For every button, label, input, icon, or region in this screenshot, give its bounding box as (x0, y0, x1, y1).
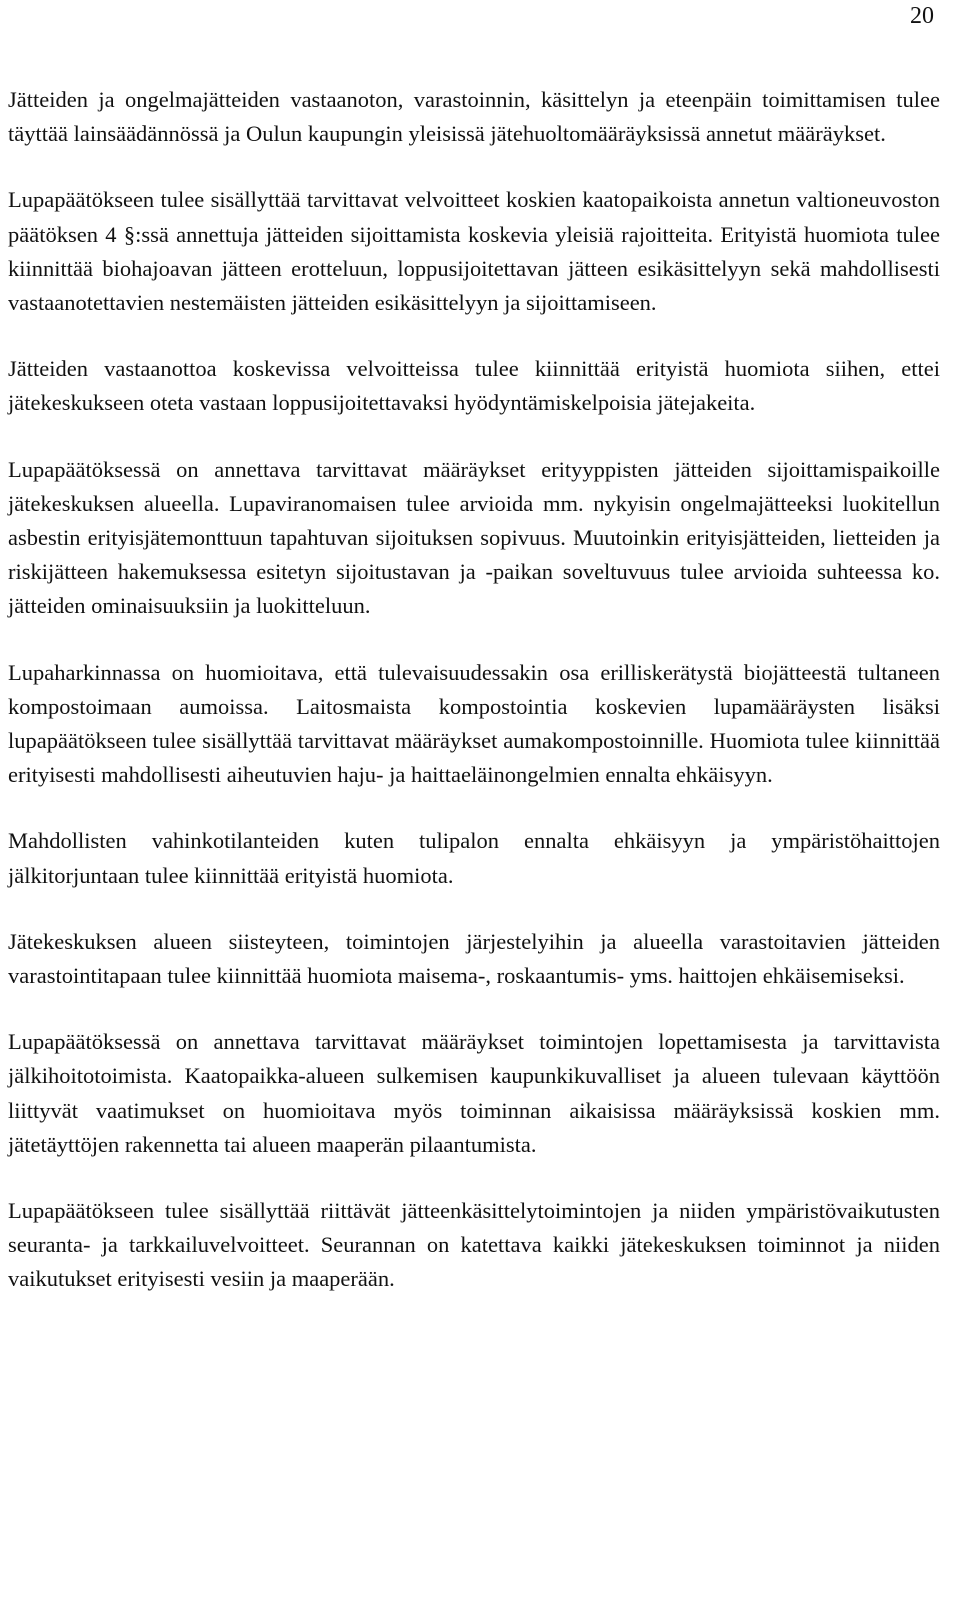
paragraph-reception-obligations: Jätteiden vastaanottoa koskevissa velvoitteissa tulee kiinnittää erityistä huomiota siihen, ettei jätekeskukseen oteta vastaan loppusijoitettavaksi hyödyntämiskelpoisia jätejakeita. (8, 356, 940, 416)
paragraph-monitoring: Lupapäätökseen tulee sisällyttää riittävät jätteenkäsittelytoimintojen ja niiden ympäristövaikutusten seuranta- ja tarkkailuvelvoitteet. Seurannan on katettava kaikki jätekeskuksen toiminnot ja niiden vaikutukset erityisesti vesiin ja maaperään. (8, 1198, 940, 1292)
paragraph-site-tidiness: Jätekeskuksen alueen siisteyteen, toimintojen järjestelyihin ja alueella varastoitavien jätteiden varastointitapaan tulee kiinnittää huomiota maisema-, roskaantumis- yms. haittojen ehkäisemiseksi. (8, 928, 940, 989)
page-number: 20 (910, 3, 934, 29)
paragraph-permit-obligations: Lupapäätökseen tulee sisällyttää tarvittavat velvoitteet koskien kaatopaikoista annetun valtioneuvoston päätöksen 4 §:ssä annettuja jätteiden sijoittamista koskevia yleisiä rajoitteita. Erityistä huomiota tulee kiinnittää biohajoavan jätteen erotteluun, loppusijoitettavan jätteen esikäsittelyyn sekä mahdollisesti vastaanotettavien nestemäisten jätteiden esikäsittelyyn ja sijoittamiseen. (8, 187, 940, 316)
document-body (8, 83, 940, 1329)
paragraph-waste-reception: Jätteiden ja ongelmajätteiden vastaanoton, varastoinnin, käsittelyn ja eteenpäin toimittamisen tulee täyttää lainsäädännössä ja Oulun kaupungin yleisissä jätehuoltomääräyksissä annetut määräykset. (8, 87, 940, 147)
paragraph-composting: Lupaharkinnassa on huomioitava, että tulevaisuudessakin osa erilliskerätystä biojätteestä tultaneen kompostoimaan aumoissa. Laitosmaista kompostointia koskevien lupamääräysten lisäksi lupapäätökseen tulee sisällyttää tarvittavat määräykset aumakompostoinnille. Huomiota tulee kiinnittää erityisesti mahdollisesti aiheutuvien haju- ja haittaeläinongelmien ennalta ehkäisyyn. (8, 659, 940, 788)
paragraph-placement-regulations: Lupapäätöksessä on annettava tarvittavat määräykset erityyppisten jätteiden sijoittamispaikoille jätekeskuksen alueella. Lupaviranomaisen tulee arvioida mm. nykyisin ongelmajätteeksi luokitellun asbestin erityisjätemonttuun tapahtuvan sijoituksen sopivuus. Muutoinkin erityisjätteiden, lietteiden ja riskijätteen hakemuksessa esitetyn sijoitustavan ja -paikan soveltuvuus tulee arvioida suhteessa ko. jätteiden ominaisuuksiin ja luokitteluun. (8, 456, 940, 619)
paragraph-accident-prevention: Mahdollisten vahinkotilanteiden kuten tulipalon ennalta ehkäisyyn ja ympäristöhaittojen jälkitorjuntaan tulee kiinnittää erityistä huomiota. (8, 828, 940, 888)
paragraph-closure-aftercare: Lupapäätöksessä on annettava tarvittavat määräykset toimintojen lopettamisesta ja tarvittavista jälkihoitotoimista. Kaatopaikka-alueen sulkemisen kaupunkikuvalliset ja alueen tulevaan käyttöön liittyvät vaatimukset on huomioitava myös toiminnan aikaisissa määräyksissä koskien mm. jätetäyttöjen rakennetta tai alueen maaperän pilaantumista. (8, 1029, 940, 1157)
